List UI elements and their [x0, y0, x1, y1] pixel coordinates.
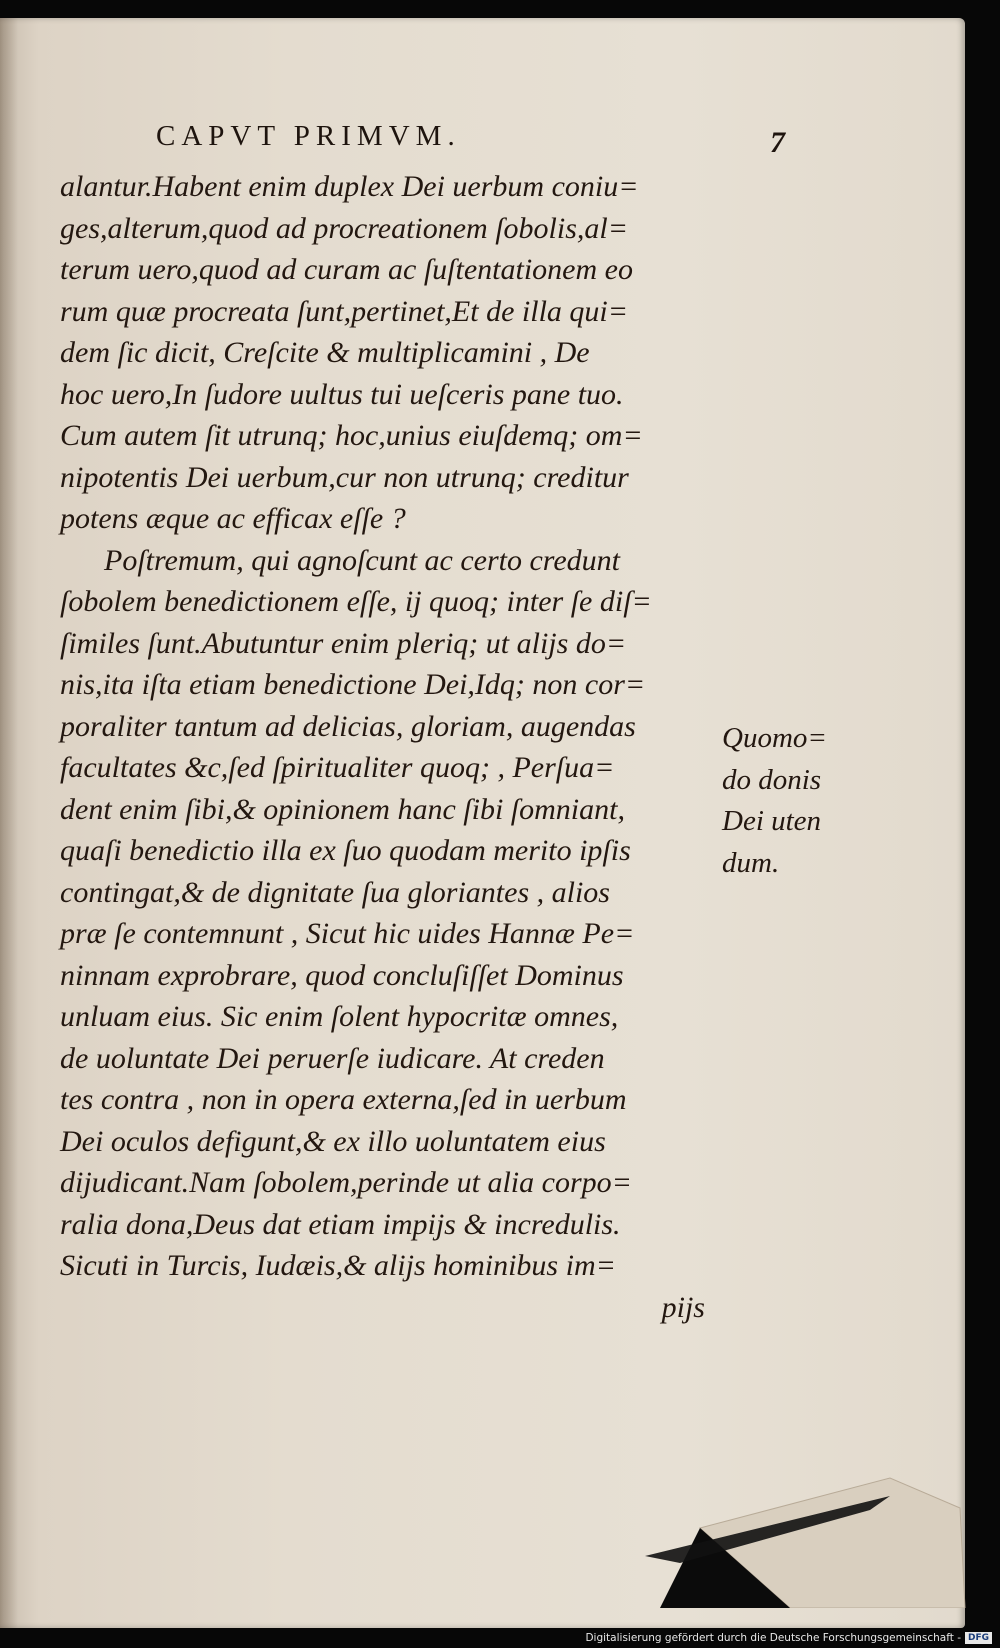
folded-corner: [640, 1438, 970, 1608]
text-line: dem ſic dicit, Creſcite & multiplicamini , De: [60, 336, 590, 369]
text-line: tes contra , non in opera externa,ſed in uerbum: [60, 1083, 627, 1116]
funding-credit: Digitalisierung gefördert durch die Deutsche Forschungsgemeinschaft -: [585, 1632, 961, 1644]
margin-note-line: Quomo=: [722, 722, 827, 754]
text-line: rum quæ procreata ſunt,pertinet,Et de illa qui=: [60, 294, 628, 328]
text-line: Cum autem ſit utrunq; hoc,unius eiuſdemq; om=: [60, 419, 643, 452]
text-line: contingat,& de dignitate ſua gloriantes , alios: [60, 875, 610, 909]
text-line: ninnam exprobrare, quod concluſiſſet Dominus: [60, 958, 624, 992]
text-line: terum uero,quod ad curam ac ſuſtentationem eo: [60, 253, 633, 286]
text-line: ges,alterum,quod ad procreationem ſobolis,al=: [60, 211, 628, 245]
text-line: unluam eius. Sic enim ſolent hypocritæ omnes,: [60, 1000, 619, 1033]
text-line: quaſi benedictio illa ex ſuo quodam merito ipſis: [60, 834, 631, 867]
text-line: nipotentis Dei uerbum,cur non utrunq; creditur: [60, 460, 629, 494]
text-line: ralia dona,Deus dat etiam impijs & incredulis.: [60, 1207, 621, 1241]
running-head: CAPVT PRIMVM.: [156, 120, 461, 152]
text-line: præ ſe contemnunt , Sicut hic uides Hannæ Pe=: [60, 917, 635, 950]
text-line: dent enim ſibi,& opinionem hanc ſibi ſomniant,: [60, 792, 625, 826]
text-line: hoc uero,In ſudore uultus tui ueſceris pane tuo.: [60, 377, 624, 411]
text-line: ſobolem benedictionem eſſe, ij quoq; inter ſe diſ=: [60, 585, 652, 618]
text-line: alantur.Habent enim duplex Dei uerbum coniu=: [60, 170, 639, 203]
dfg-logo: DFG: [965, 1632, 992, 1644]
body-text: [60, 166, 725, 1328]
digitization-footer: [585, 1631, 992, 1645]
text-line: ſimiles ſunt.Abutuntur enim pleriq; ut alijs do=: [60, 626, 627, 660]
paper-page: [0, 18, 965, 1628]
text-line: Sicuti in Turcis, Iudæis,& alijs hominibus im=: [60, 1249, 616, 1282]
margin-note-line: Dei uten: [722, 805, 822, 837]
text-line: de uoluntate Dei peruerſe iudicare. At creden: [60, 1041, 605, 1075]
margin-note-line: do donis: [722, 763, 822, 796]
text-line: potens æque ac efficax eſſe ?: [60, 502, 406, 535]
margin-note-line: dum.: [722, 846, 780, 879]
paragraph-start-line: Poſtremum, qui agnoſcunt ac certo credunt: [104, 543, 621, 577]
page-number: 7: [770, 126, 785, 159]
text-line: dijudicant.Nam ſobolem,perinde ut alia corpo=: [60, 1166, 632, 1199]
text-line: Dei oculos defigunt,& ex illo uoluntatem eius: [60, 1124, 606, 1158]
gutter-shadow: [0, 18, 18, 1628]
page-header: [0, 120, 965, 160]
text-line: facultates &c,ſed ſpiritualiter quoq; , Perſua=: [60, 751, 615, 784]
text-line: poraliter tantum ad delicias, gloriam, augendas: [60, 709, 636, 743]
catchword: pijs: [661, 1290, 705, 1324]
text-line: nis,ita iſta etiam benedictione Dei,Idq; non cor=: [60, 668, 646, 701]
margin-note: [722, 718, 852, 884]
